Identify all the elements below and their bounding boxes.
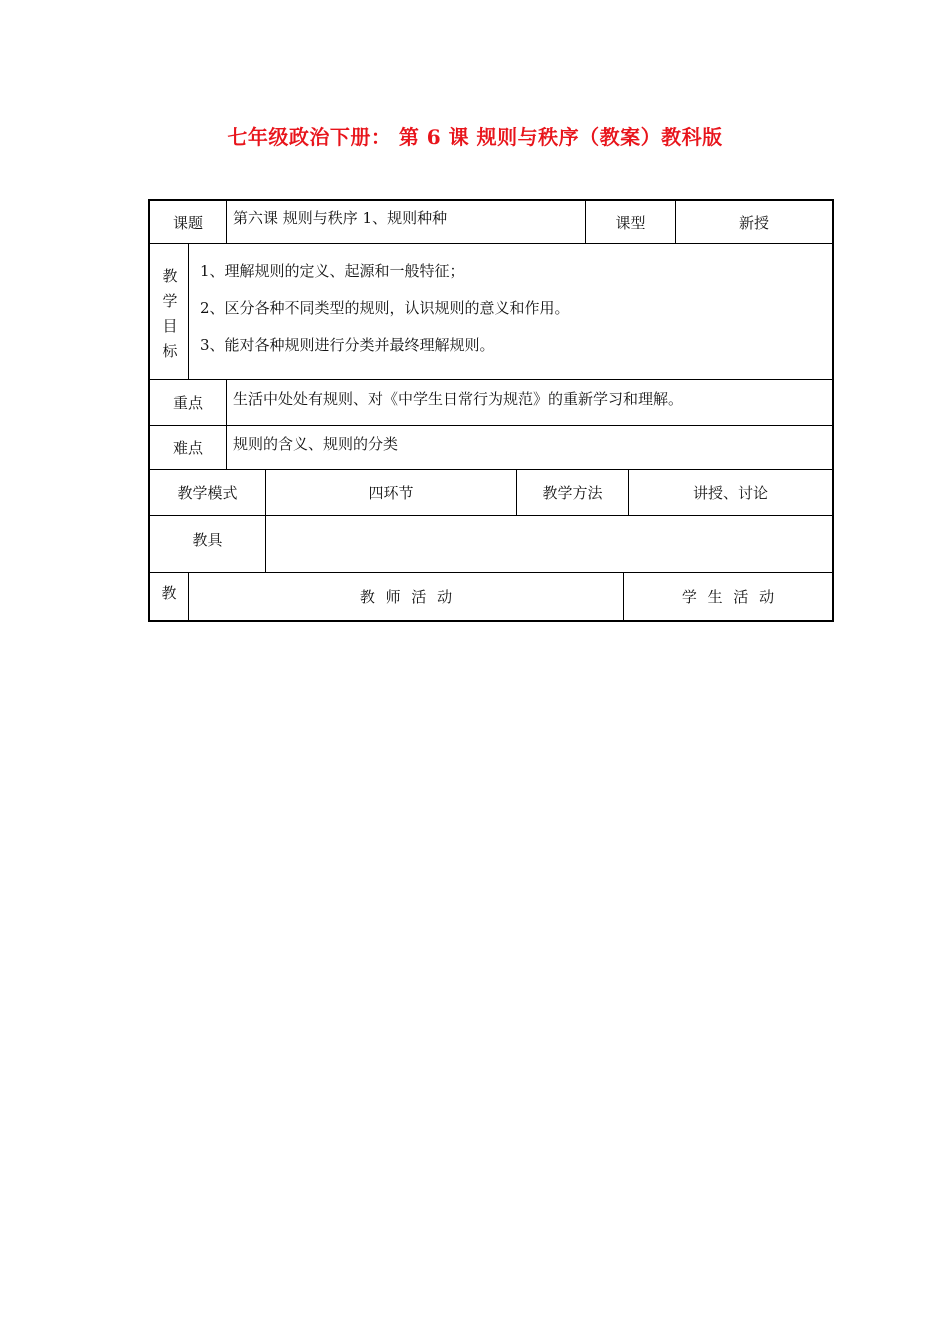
document-title: 七年级政治下册： 第 6 课 规则与秩序（教案）教科版	[227, 125, 723, 149]
lesson-type-label: 课型	[615, 213, 646, 232]
teaching-method-label: 教学方法	[542, 484, 603, 502]
table-border-right	[832, 199, 834, 622]
objectives-label-char: 学	[162, 292, 178, 310]
teaching-tools-label: 教具	[192, 531, 223, 549]
difficulty-label: 难点	[172, 439, 203, 457]
objective-item: 1、理解规则的定义、起源和一般特征；	[200, 262, 465, 280]
objective-item: 2、区分各种不同类型的规则，认识规则的意义和作用。	[200, 299, 570, 317]
objective-item: 3、能对各种规则进行分类并最终理解规则。	[200, 336, 495, 354]
student-activity-header: 学 生 活 动	[681, 588, 775, 606]
teacher-activity-header: 教 师 活 动	[359, 588, 453, 606]
table-rule	[226, 379, 227, 470]
table-rule	[226, 200, 227, 244]
table-rule	[148, 425, 834, 426]
objectives-label-char: 目	[162, 317, 178, 335]
lesson-type-value: 新授	[738, 213, 769, 232]
objectives-label	[151, 264, 189, 364]
teaching-method-value: 讲授、讨论	[692, 484, 768, 502]
difficulty-value: 规则的含义、规则的分类	[233, 435, 399, 453]
objectives-label-char: 标	[162, 342, 178, 360]
key-point-label: 重点	[172, 394, 203, 412]
key-point-value: 生活中处处有规则、对《中学生日常行为规范》的重新学习和理解。	[233, 390, 684, 408]
teaching-mode-label: 教学模式	[177, 484, 238, 502]
topic-label: 课题	[172, 213, 203, 232]
table-rule	[265, 515, 266, 573]
table-rule	[148, 379, 834, 380]
table-rule	[148, 515, 834, 516]
teaching-mode-value: 四环节	[368, 484, 414, 502]
topic-value: 第六课 规则与秩序 1、规则种种	[233, 209, 448, 227]
objectives-label-char: 教	[162, 267, 178, 285]
table-rule	[148, 243, 834, 244]
table-border-bottom	[148, 620, 834, 622]
activity-row-label: 教	[161, 584, 177, 602]
